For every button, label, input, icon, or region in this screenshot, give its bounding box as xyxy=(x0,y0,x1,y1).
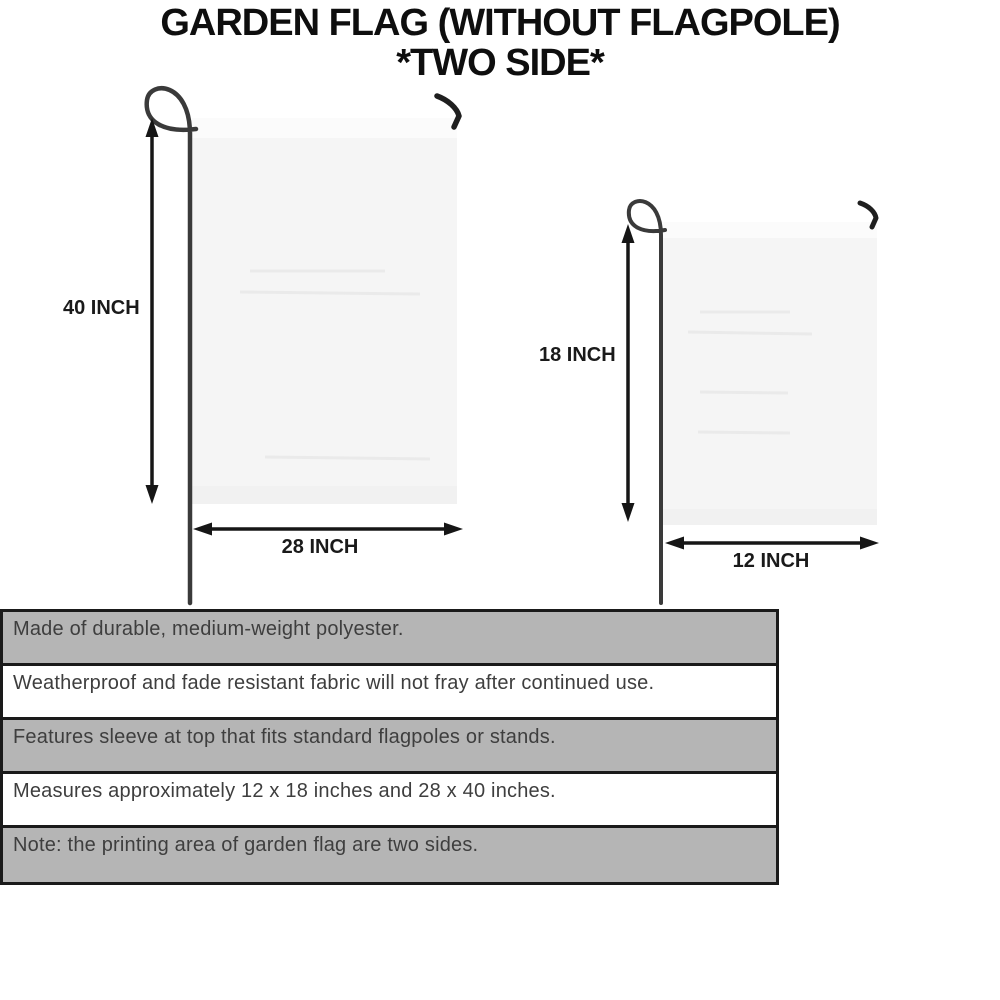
feature-row-material: Made of durable, medium-weight polyester. xyxy=(3,612,776,666)
feature-row-sleeve: Features sleeve at top that fits standard flagpoles or stands. xyxy=(3,720,776,774)
large-flag-canvas xyxy=(192,118,457,504)
small-height-arrow-icon xyxy=(622,224,635,522)
small-flag-canvas xyxy=(662,222,877,525)
feature-row-measures: Measures approximately 12 x 18 inches and 28 x 40 inches. xyxy=(3,774,776,828)
page-title: GARDEN FLAG (WITHOUT FLAGPOLE) xyxy=(160,2,840,44)
large-flag-hem xyxy=(192,486,457,504)
feature-row-weatherproof: Weatherproof and fade resistant fabric will not fray after continued use. xyxy=(3,666,776,720)
small-flag-assembly xyxy=(622,201,880,603)
feature-row-note: Note: the printing area of garden flag are two sides. xyxy=(3,828,776,882)
large-height-arrow-icon xyxy=(146,118,159,504)
feature-table xyxy=(0,609,779,885)
small-flag-sleeve xyxy=(662,222,877,238)
large-width-arrow-icon xyxy=(193,523,463,536)
small-width-arrow-icon xyxy=(665,537,879,550)
large-flag-height-label: 40 INCH xyxy=(63,297,140,319)
small-flag-hem xyxy=(662,509,877,525)
large-flag-width-label: 28 INCH xyxy=(281,536,359,558)
small-flagpole-icon xyxy=(629,201,665,603)
small-flag-height-label: 18 INCH xyxy=(539,344,616,366)
large-flag-assembly xyxy=(146,88,464,603)
large-flagpole-icon xyxy=(147,88,196,603)
page-subtitle: *TWO SIDE* xyxy=(396,42,604,84)
small-flag-width-label: 12 INCH xyxy=(732,550,810,572)
large-flag-sleeve xyxy=(192,118,457,138)
